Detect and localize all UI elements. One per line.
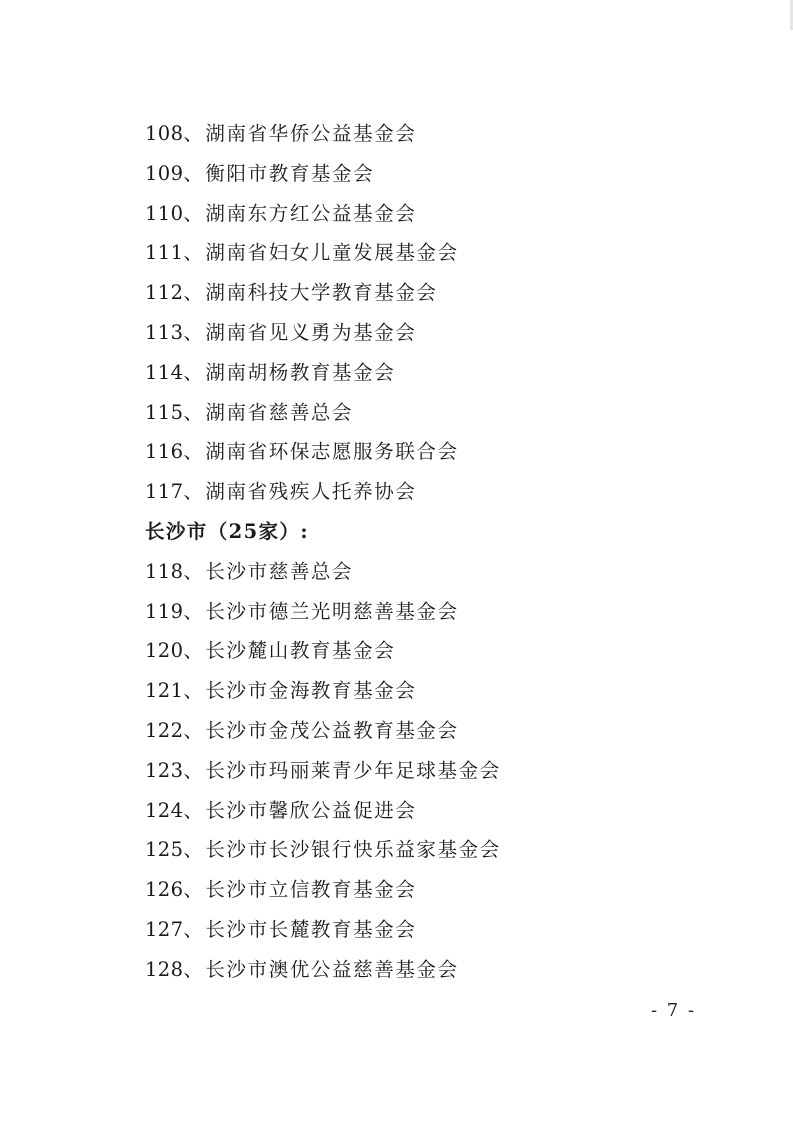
item-number: 125	[145, 838, 184, 862]
list-item	[145, 830, 705, 870]
item-name: 长沙市金茂公益教育基金会	[205, 718, 459, 742]
item-name: 湖南省见义勇为基金会	[205, 320, 417, 344]
item-separator: 、	[183, 440, 203, 464]
item-name: 湖南东方红公益基金会	[205, 201, 417, 225]
item-separator: 、	[183, 798, 203, 822]
item-separator: 、	[183, 320, 203, 344]
item-separator: 、	[183, 838, 203, 862]
list-item	[145, 154, 705, 194]
item-number: 124	[145, 798, 184, 822]
list-item	[145, 950, 705, 990]
item-name: 湖南科技大学教育基金会	[205, 281, 438, 305]
item-separator: 、	[183, 679, 203, 703]
item-separator: 、	[183, 718, 203, 742]
item-number: 126	[145, 878, 184, 902]
page-number: - 7 -	[651, 1000, 697, 1021]
list-item	[145, 631, 705, 671]
item-separator: 、	[183, 122, 203, 145]
item-separator: 、	[183, 639, 203, 663]
list-item	[145, 910, 705, 950]
item-separator: 、	[183, 599, 203, 623]
item-number: 122	[145, 718, 184, 742]
item-name: 长沙市玛丽莱青少年足球基金会	[205, 758, 501, 782]
item-number: 115	[145, 400, 184, 424]
item-separator: 、	[183, 161, 203, 185]
item-separator: 、	[183, 281, 203, 305]
list-item	[145, 791, 705, 831]
list-item	[145, 671, 705, 711]
item-separator: 、	[183, 241, 203, 265]
item-name: 长沙市长麓教育基金会	[205, 917, 417, 941]
item-name: 衡阳市教育基金会	[205, 161, 375, 185]
list-item	[145, 393, 705, 433]
item-name: 长沙市立信教育基金会	[205, 878, 417, 902]
item-number: 108	[145, 122, 184, 145]
item-number: 109	[145, 161, 184, 185]
section-heading: 长沙市（25家）:	[145, 519, 309, 543]
item-name: 湖南省妇女儿童发展基金会	[205, 241, 459, 265]
item-name: 湖南省残疾人托养协会	[205, 480, 417, 504]
item-number: 110	[145, 201, 184, 225]
list-item	[145, 432, 705, 472]
item-name: 长沙市澳优公益慈善基金会	[205, 957, 459, 981]
list-item	[145, 353, 705, 393]
list-item	[145, 313, 705, 353]
item-separator: 、	[183, 917, 203, 941]
item-name: 湖南省华侨公益基金会	[205, 122, 417, 145]
list-item	[145, 870, 705, 910]
item-separator: 、	[183, 400, 203, 424]
item-separator: 、	[183, 360, 203, 384]
list-item	[145, 711, 705, 751]
item-number: 114	[145, 360, 184, 384]
item-name: 长沙市馨欣公益促进会	[205, 798, 417, 822]
item-separator: 、	[183, 878, 203, 902]
item-number: 111	[145, 241, 184, 265]
list-item	[145, 751, 705, 791]
list-item	[145, 114, 705, 154]
item-number: 119	[145, 599, 184, 623]
item-name: 长沙市德兰光明慈善基金会	[205, 599, 459, 623]
item-separator: 、	[183, 758, 203, 782]
item-number: 113	[145, 320, 184, 344]
organization-list	[145, 114, 705, 990]
item-number: 123	[145, 758, 184, 782]
item-number: 112	[145, 281, 184, 305]
list-item	[145, 273, 705, 313]
item-number: 116	[145, 440, 184, 464]
item-number: 127	[145, 917, 184, 941]
item-name: 长沙市长沙银行快乐益家基金会	[205, 838, 501, 862]
item-separator: 、	[183, 480, 203, 504]
item-name: 湖南胡杨教育基金会	[205, 360, 396, 384]
item-number: 120	[145, 639, 184, 663]
item-separator: 、	[183, 559, 203, 583]
list-item	[145, 592, 705, 632]
item-number: 121	[145, 679, 184, 703]
list-item	[145, 472, 705, 512]
list-item	[145, 233, 705, 273]
list-item	[145, 194, 705, 234]
list-item	[145, 552, 705, 592]
item-number: 128	[145, 957, 184, 981]
item-separator: 、	[183, 201, 203, 225]
item-name: 长沙麓山教育基金会	[205, 639, 396, 663]
item-number: 118	[145, 559, 184, 583]
item-name: 长沙市慈善总会	[205, 559, 354, 583]
item-name: 湖南省环保志愿服务联合会	[205, 440, 459, 464]
item-name: 湖南省慈善总会	[205, 400, 354, 424]
item-separator: 、	[183, 957, 203, 981]
item-number: 117	[145, 480, 184, 504]
item-name: 长沙市金海教育基金会	[205, 679, 417, 703]
